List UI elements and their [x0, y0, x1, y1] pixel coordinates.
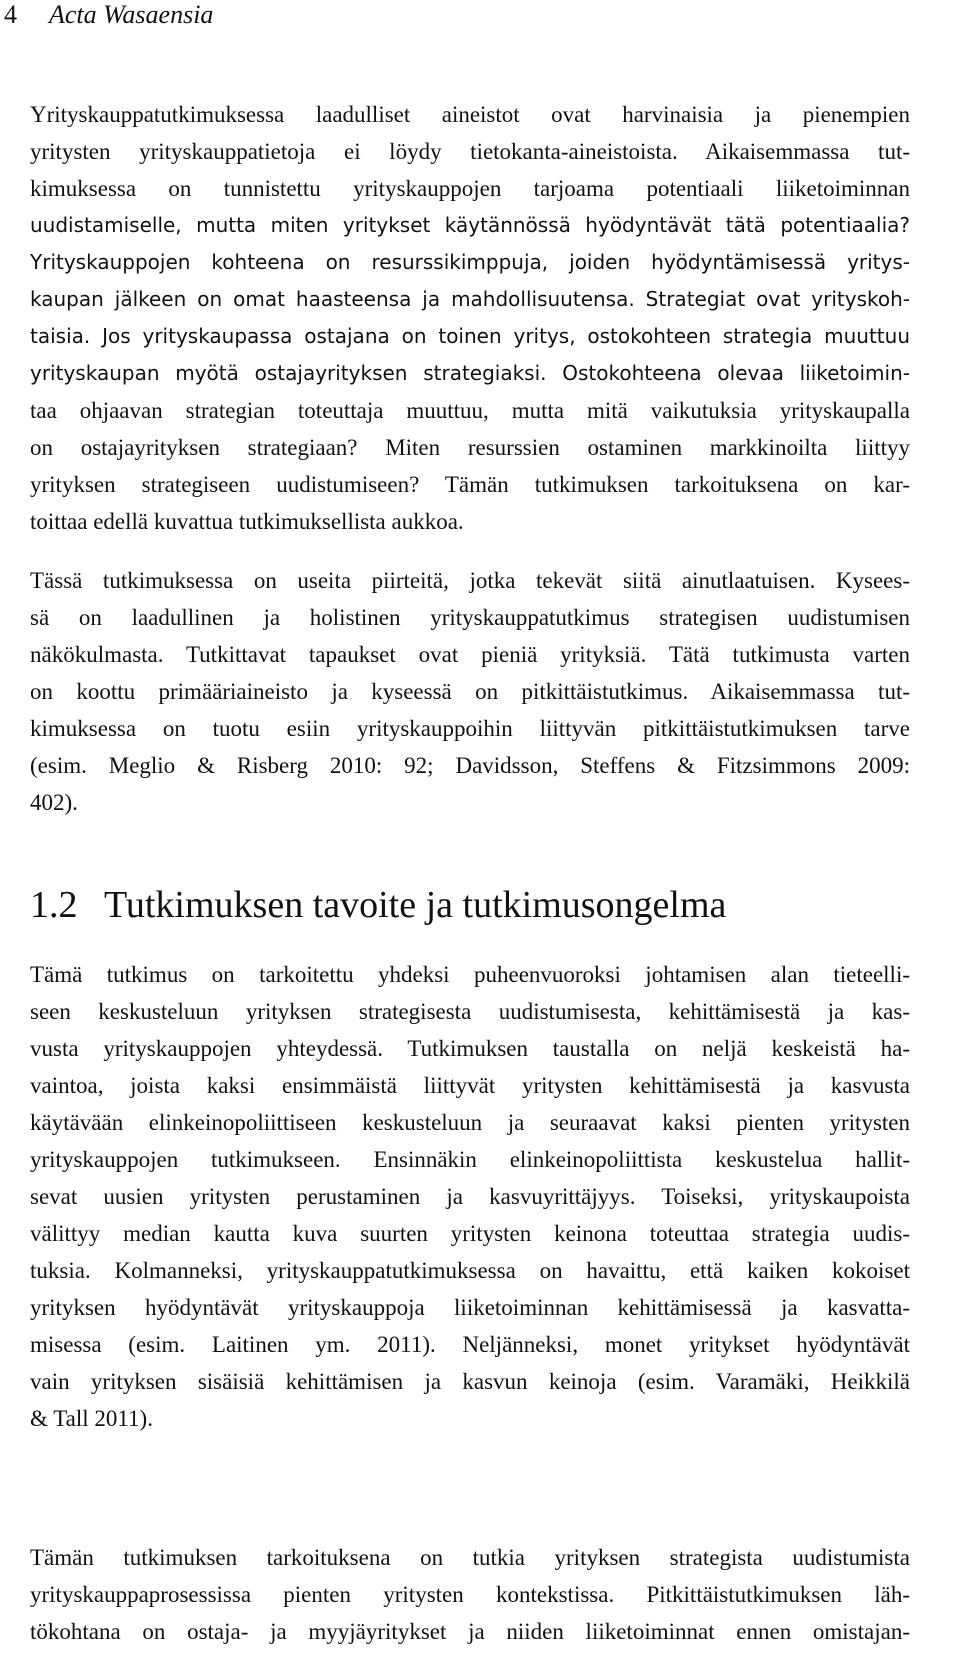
section-number: 1.2 [30, 884, 78, 926]
text-line: yrityskauppojen tutkimukseen. Ensinnäkin elinkeinopoliittista keskustelua hallit- [30, 1147, 910, 1172]
text-line: taa ohjaavan strategian toteuttaja muuttuu, mutta mitä vaikutuksia yrityskaupalla [30, 398, 910, 423]
text-line: välittyy median kautta kuva suurten yritysten keinona toteuttaa strategia uudis- [30, 1221, 910, 1246]
text-line: sevat uusien yritysten perustaminen ja kasvuyrittäjyys. Toiseksi, yrityskaupoista [30, 1184, 910, 1209]
paragraph-4 [30, 1539, 910, 1650]
text-line: tuksia. Kolmanneksi, yrityskauppatutkimuksessa on havaittu, että kaiken kokoiset [30, 1258, 910, 1283]
text-line: kaupan jälkeen on omat haasteensa ja mahdollisuutensa. Strategiat ovat yrityskoh- [30, 287, 910, 311]
text-line: (esim. Meglio & Risberg 2010: 92; Davidsson, Steffens & Fitzsimmons 2009: [30, 753, 910, 778]
text-line: sä on laadullinen ja holistinen yrityskauppatutkimus strategisen uudistumisen [30, 605, 910, 630]
page-number: 4 [4, 0, 17, 29]
text-line: & Tall 2011). [30, 1406, 153, 1431]
text-line: on ostajayrityksen strategiaan? Miten resurssien ostaminen markkinoilta liittyy [30, 435, 910, 460]
text-line: uudistamiselle, mutta miten yritykset käytännössä hyödyntävät tätä potentiaalia? [30, 213, 910, 237]
text-line: misessa (esim. Laitinen ym. 2011). Neljänneksi, monet yritykset hyödyntävät [30, 1332, 910, 1357]
journal-title: Acta Wasaensia [49, 0, 214, 29]
text-line: tökohtana on ostaja- ja myyjäyritykset ja niiden liiketoiminnat ennen omistajan- [30, 1619, 910, 1644]
text-line: yritysten yrityskauppatietoja ei löydy tietokanta-aineistoista. Aikaisemmassa tut- [30, 139, 910, 164]
text-line: vusta yrityskauppojen yhteydessä. Tutkimuksen taustalla on neljä keskeistä ha- [30, 1036, 910, 1061]
text-line: Tämä tutkimus on tarkoitettu yhdeksi puheenvuoroksi johtamisen alan tieteelli- [30, 962, 910, 987]
text-line: kimuksessa on tunnistettu yrityskauppojen tarjoama potentiaali liiketoiminnan [30, 176, 910, 201]
text-line: vaintoa, joista kaksi ensimmäistä liittyvät yritysten kehittämisestä ja kasvusta [30, 1073, 910, 1098]
text-line: toittaa edellä kuvattua tutkimuksellista aukkoa. [30, 509, 464, 534]
text-line: yrityskauppaprosessissa pienten yritysten kontekstissa. Pitkittäistutkimuksen läh- [30, 1582, 910, 1607]
paragraph-1 [30, 96, 910, 540]
text-line: vain yrityksen sisäisiä kehittämisen ja kasvun keinoja (esim. Varamäki, Heikkilä [30, 1369, 910, 1394]
text-line: yrityksen hyödyntävät yrityskauppoja liiketoiminnan kehittämisessä ja kasvatta- [30, 1295, 910, 1320]
text-line: yrityskaupan myötä ostajayrityksen strategiaksi. Ostokohteena olevaa liiketoimin- [30, 361, 910, 385]
text-line: Yrityskauppojen kohteena on resurssikimppuja, joiden hyödyntämisessä yritys- [30, 250, 910, 274]
text-line: on koottu primääriaineisto ja kyseessä on pitkittäistutkimus. Aikaisemmassa tut- [30, 679, 910, 704]
text-line: 402). [30, 790, 78, 815]
text-line: Tässä tutkimuksessa on useita piirteitä, jotka tekevät siitä ainutlaatuisen. Kysees- [30, 568, 910, 593]
text-line: Yrityskauppatutkimuksessa laadulliset aineistot ovat harvinaisia ja pienempien [30, 102, 910, 127]
running-header [4, 0, 213, 30]
text-line: käytävään elinkeinopoliittiseen keskusteluun ja seuraavat kaksi pienten yritysten [30, 1110, 910, 1135]
text-line: yrityksen strategiseen uudistumiseen? Tämän tutkimuksen tarkoituksena on kar- [30, 472, 910, 497]
text-line: kimuksessa on tuotu esiin yrityskauppoihin liittyvän pitkittäistutkimuksen tarve [30, 716, 910, 741]
paragraph-3 [30, 956, 910, 1437]
text-line: taisia. Jos yrityskaupassa ostajana on toinen yritys, ostokohteen strategia muuttuu [30, 324, 910, 348]
text-line: näkökulmasta. Tutkittavat tapaukset ovat pieniä yrityksiä. Tätä tutkimusta varten [30, 642, 910, 667]
text-line: seen keskusteluun yrityksen strategisesta uudistumisesta, kehittämisestä ja kas- [30, 999, 910, 1024]
paragraph-2 [30, 562, 910, 821]
section-heading [30, 880, 726, 930]
section-title: Tutkimuksen tavoite ja tutkimusongelma [104, 884, 727, 926]
text-line: Tämän tutkimuksen tarkoituksena on tutkia yrityksen strategista uudistumista [30, 1545, 910, 1570]
